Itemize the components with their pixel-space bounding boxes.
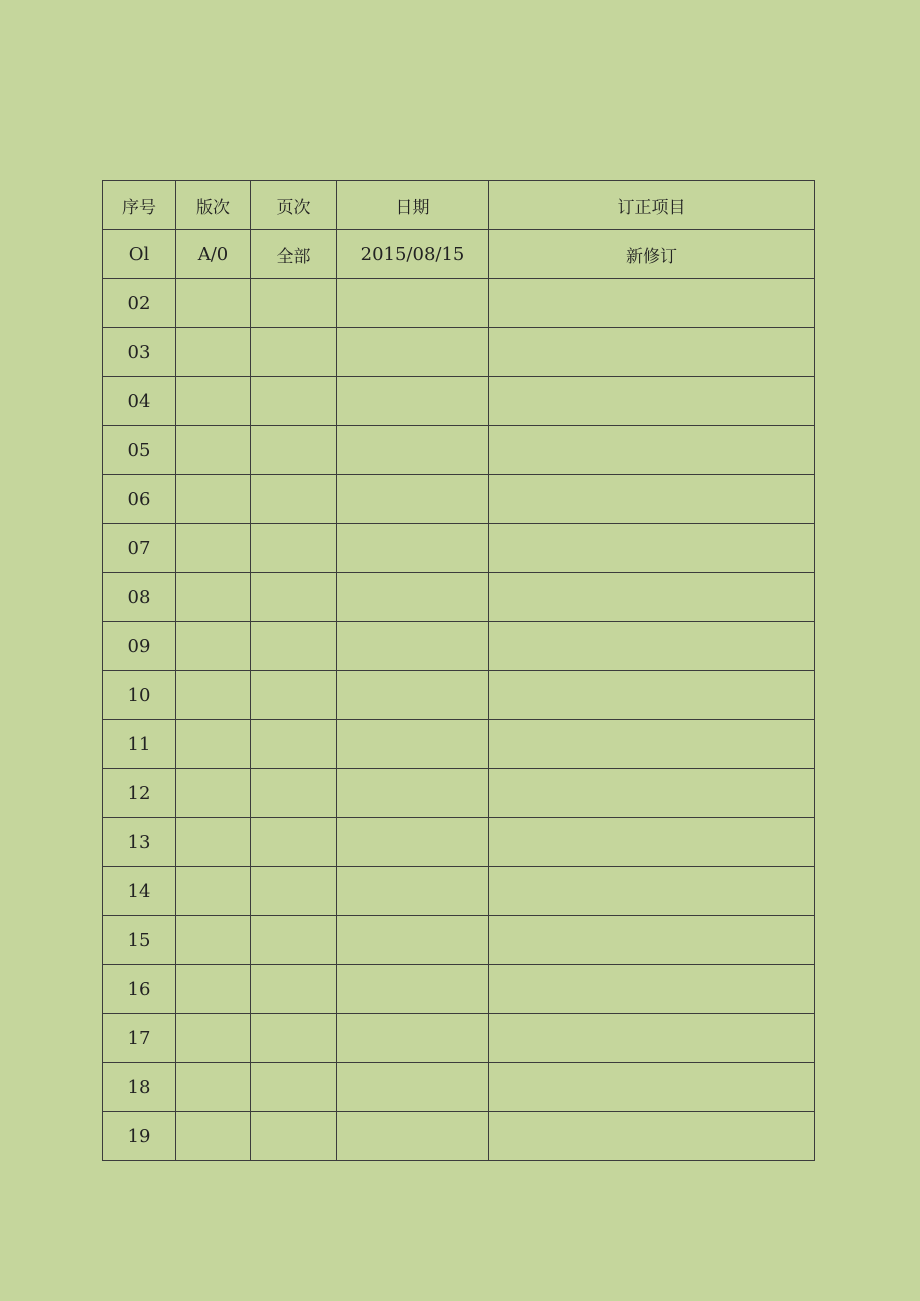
date-cell bbox=[337, 328, 489, 377]
date-cell bbox=[337, 573, 489, 622]
date-cell bbox=[337, 622, 489, 671]
table-body bbox=[103, 230, 815, 1161]
edition-cell: A/0 bbox=[176, 230, 251, 279]
revision-item-cell bbox=[489, 1014, 815, 1063]
page-cell bbox=[251, 916, 337, 965]
edition-cell bbox=[176, 524, 251, 573]
serial-cell: 15 bbox=[103, 916, 176, 965]
serial-cell: 06 bbox=[103, 475, 176, 524]
revision-item-cell bbox=[489, 1112, 815, 1161]
serial-cell: 08 bbox=[103, 573, 176, 622]
date-cell bbox=[337, 671, 489, 720]
edition-cell bbox=[176, 573, 251, 622]
revision-item-cell bbox=[489, 524, 815, 573]
date-cell bbox=[337, 524, 489, 573]
date-cell bbox=[337, 1014, 489, 1063]
page-cell bbox=[251, 818, 337, 867]
page-cell bbox=[251, 622, 337, 671]
edition-cell bbox=[176, 377, 251, 426]
edition-cell bbox=[176, 916, 251, 965]
table-row bbox=[103, 622, 815, 671]
table-row bbox=[103, 1014, 815, 1063]
page-cell: 全部 bbox=[251, 230, 337, 279]
serial-cell: 05 bbox=[103, 426, 176, 475]
serial-cell: 04 bbox=[103, 377, 176, 426]
table-row bbox=[103, 279, 815, 328]
page-cell bbox=[251, 720, 337, 769]
serial-cell: 07 bbox=[103, 524, 176, 573]
page-cell bbox=[251, 671, 337, 720]
date-cell bbox=[337, 965, 489, 1014]
table-row bbox=[103, 328, 815, 377]
revision-item-cell bbox=[489, 622, 815, 671]
table-header-row bbox=[103, 181, 815, 230]
serial-cell: 13 bbox=[103, 818, 176, 867]
table-row bbox=[103, 230, 815, 279]
edition-cell bbox=[176, 965, 251, 1014]
revision-item-cell bbox=[489, 426, 815, 475]
serial-cell: 03 bbox=[103, 328, 176, 377]
serial-cell: Ol bbox=[103, 230, 176, 279]
table-row bbox=[103, 671, 815, 720]
table-row bbox=[103, 720, 815, 769]
revision-item-cell bbox=[489, 573, 815, 622]
revision-item-cell bbox=[489, 1063, 815, 1112]
page-cell bbox=[251, 867, 337, 916]
serial-cell: 11 bbox=[103, 720, 176, 769]
revision-item-cell bbox=[489, 818, 815, 867]
date-cell bbox=[337, 475, 489, 524]
serial-cell: 19 bbox=[103, 1112, 176, 1161]
revision-item-cell bbox=[489, 867, 815, 916]
serial-cell: 17 bbox=[103, 1014, 176, 1063]
edition-cell bbox=[176, 622, 251, 671]
revision-item-cell bbox=[489, 328, 815, 377]
page-cell bbox=[251, 279, 337, 328]
serial-cell: 18 bbox=[103, 1063, 176, 1112]
table-row bbox=[103, 1063, 815, 1112]
date-cell bbox=[337, 867, 489, 916]
table-row bbox=[103, 1112, 815, 1161]
edition-cell bbox=[176, 328, 251, 377]
page-cell bbox=[251, 769, 337, 818]
date-cell bbox=[337, 377, 489, 426]
table-row bbox=[103, 377, 815, 426]
table-row bbox=[103, 867, 815, 916]
page-cell bbox=[251, 1112, 337, 1161]
page-cell bbox=[251, 328, 337, 377]
revision-item-cell bbox=[489, 965, 815, 1014]
date-cell bbox=[337, 818, 489, 867]
revision-history-table bbox=[102, 180, 815, 1161]
page-cell bbox=[251, 965, 337, 1014]
table-row bbox=[103, 524, 815, 573]
serial-cell: 09 bbox=[103, 622, 176, 671]
date-cell bbox=[337, 720, 489, 769]
serial-cell: 02 bbox=[103, 279, 176, 328]
page-cell bbox=[251, 426, 337, 475]
date-cell bbox=[337, 426, 489, 475]
revision-item-cell: 新修订 bbox=[489, 230, 815, 279]
date-cell bbox=[337, 1063, 489, 1112]
table-row bbox=[103, 769, 815, 818]
page-cell bbox=[251, 1063, 337, 1112]
serial-cell: 14 bbox=[103, 867, 176, 916]
edition-cell bbox=[176, 1063, 251, 1112]
revision-item-cell bbox=[489, 377, 815, 426]
edition-cell bbox=[176, 769, 251, 818]
edition-cell bbox=[176, 1112, 251, 1161]
edition-cell bbox=[176, 279, 251, 328]
edition-cell bbox=[176, 426, 251, 475]
serial-cell: 16 bbox=[103, 965, 176, 1014]
table-row bbox=[103, 573, 815, 622]
table-row bbox=[103, 965, 815, 1014]
date-cell bbox=[337, 279, 489, 328]
revision-item-cell bbox=[489, 769, 815, 818]
revision-item-cell bbox=[489, 916, 815, 965]
header-serial-number: 序号 bbox=[103, 181, 176, 230]
table-row bbox=[103, 475, 815, 524]
header-page: 页次 bbox=[251, 181, 337, 230]
edition-cell bbox=[176, 1014, 251, 1063]
date-cell bbox=[337, 769, 489, 818]
edition-cell bbox=[176, 867, 251, 916]
table-row bbox=[103, 916, 815, 965]
date-cell: 2015/08/15 bbox=[337, 230, 489, 279]
revision-item-cell bbox=[489, 475, 815, 524]
edition-cell bbox=[176, 818, 251, 867]
page-cell bbox=[251, 524, 337, 573]
revision-item-cell bbox=[489, 279, 815, 328]
revision-item-cell bbox=[489, 720, 815, 769]
date-cell bbox=[337, 916, 489, 965]
header-revision-item: 订正项目 bbox=[489, 181, 815, 230]
page-cell bbox=[251, 1014, 337, 1063]
edition-cell bbox=[176, 671, 251, 720]
serial-cell: 10 bbox=[103, 671, 176, 720]
header-date: 日期 bbox=[337, 181, 489, 230]
date-cell bbox=[337, 1112, 489, 1161]
revision-item-cell bbox=[489, 671, 815, 720]
header-edition: 版次 bbox=[176, 181, 251, 230]
page-cell bbox=[251, 377, 337, 426]
edition-cell bbox=[176, 720, 251, 769]
page-cell bbox=[251, 573, 337, 622]
edition-cell bbox=[176, 475, 251, 524]
table-row bbox=[103, 426, 815, 475]
page-cell bbox=[251, 475, 337, 524]
serial-cell: 12 bbox=[103, 769, 176, 818]
table-row bbox=[103, 818, 815, 867]
